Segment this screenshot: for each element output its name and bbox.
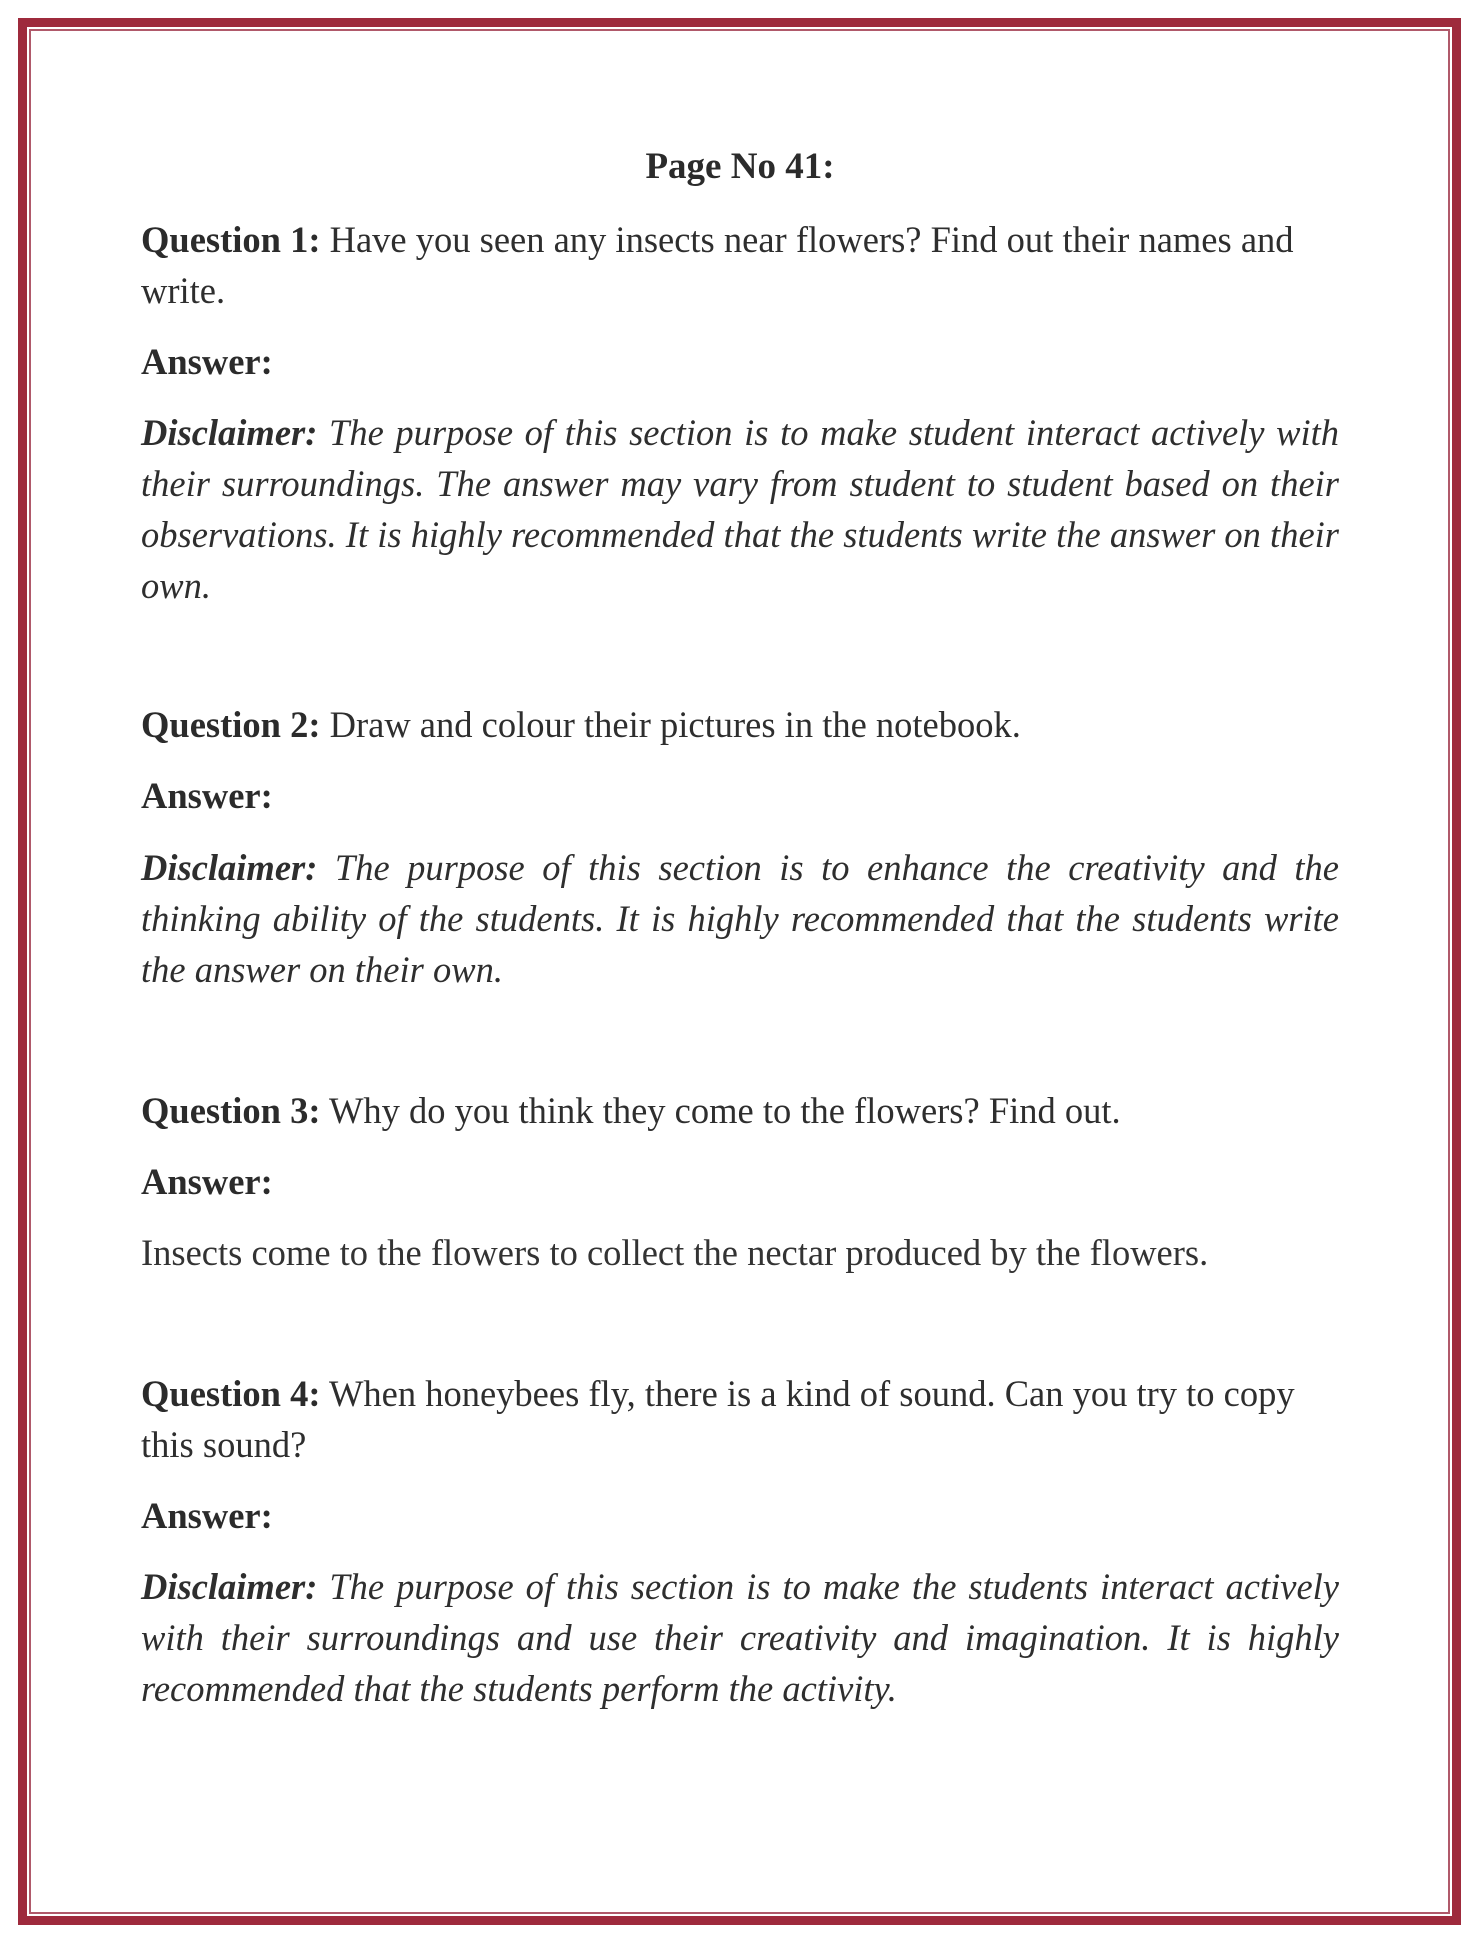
answer-1-disclaimer — [141, 407, 1339, 611]
answer-2-disclaimer — [141, 842, 1339, 995]
question-label: Question 3: — [141, 1090, 321, 1131]
answer-3-text: Insects come to the flowers to collect the nectar produced by the flowers. — [141, 1232, 1209, 1273]
disclaimer-text: The purpose of this section is to make the students interact actively with their surroundings and use their creativity and imagination. It is highly recommended that the students perform the activity. — [141, 1566, 1339, 1709]
question-text: Have you seen any insects near flowers? Find out their names and write. — [141, 219, 1294, 311]
answer-label: Answer: — [141, 1161, 273, 1202]
answer-label: Answer: — [141, 775, 273, 816]
question-2 — [141, 699, 1339, 750]
question-label: Question 1: — [141, 219, 321, 260]
answer-3-label — [141, 1156, 1339, 1207]
question-text: Draw and colour their pictures in the notebook. — [320, 704, 1021, 745]
answer-4-label — [141, 1490, 1339, 1541]
disclaimer-label: Disclaimer: — [141, 1566, 318, 1607]
question-1 — [141, 214, 1339, 316]
disclaimer-text: The purpose of this section is to make student interact actively with their surroundings. The answer may vary from student to student based on their observations. It is highly recommended that the students write the answer on their own. — [141, 412, 1339, 606]
page-title: Page No 41: — [645, 146, 835, 187]
answer-label: Answer: — [141, 1495, 273, 1536]
question-text: When honeybees fly, there is a kind of sound. Can you try to copy this sound? — [141, 1373, 1295, 1465]
question-3 — [141, 1085, 1339, 1136]
question-text: Why do you think they come to the flowers? Find out. — [320, 1090, 1121, 1131]
answer-1-label — [141, 336, 1339, 387]
question-label: Question 2: — [141, 704, 321, 745]
answer-2-label — [141, 770, 1339, 821]
question-4 — [141, 1368, 1339, 1470]
disclaimer-label: Disclaimer: — [141, 847, 318, 888]
question-label: Question 4: — [141, 1373, 321, 1414]
disclaimer-text: The purpose of this section is to enhance the creativity and the thinking ability of the students. It is highly recommended that the students write the answer on their own. — [141, 847, 1339, 990]
answer-label: Answer: — [141, 341, 273, 382]
answer-4-disclaimer — [141, 1561, 1339, 1714]
disclaimer-label: Disclaimer: — [141, 412, 318, 453]
